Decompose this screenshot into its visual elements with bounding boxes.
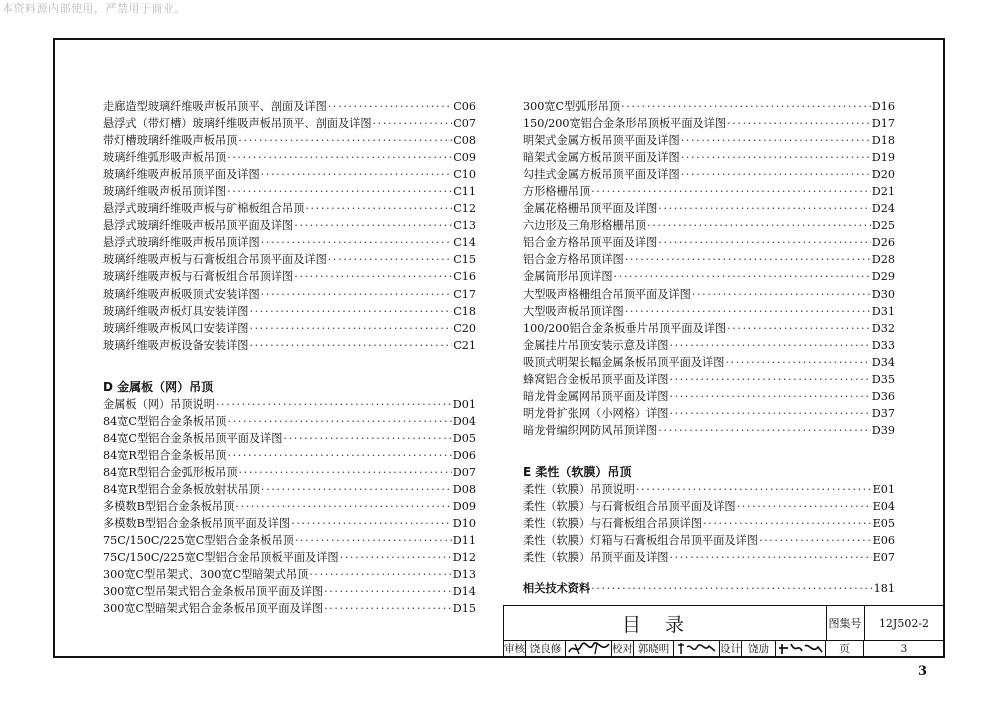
leader-dots [614,268,871,285]
entry-code: D05 [452,431,476,445]
toc-entry[interactable] [523,337,895,354]
entry-code: D12 [452,551,476,565]
toc-entry[interactable] [523,268,895,285]
toc-entry[interactable] [523,200,895,217]
toc-entry[interactable] [103,251,476,268]
toc-entry[interactable] [523,354,895,371]
leader-dots [295,532,452,549]
entry-code: D37 [871,406,895,420]
design-label: 设计 [720,640,742,657]
entry-title: 柔性（软膜）吊顶说明 [523,483,635,497]
leader-dots [681,149,871,166]
toc-entry[interactable] [103,600,476,617]
entry-code: E06 [872,534,895,548]
entry-title: 柔性（软膜）灯箱与石膏板组合吊顶平面及详图 [523,534,758,548]
toc-entry[interactable] [103,515,476,532]
entry-code: D25 [871,219,895,233]
entry-title: 带灯槽玻璃纤维吸声板吊顶 [103,134,238,148]
entry-title: 玻璃纤维吸声板吊顶平面及详图 [103,168,260,182]
toc-entry[interactable] [103,481,476,498]
entry-code: D33 [871,338,895,352]
watermark: 本资料源内部使用，严禁用于商业。 [2,2,186,15]
entry-title: 大型吸声格栅组合吊顶平面及详图 [523,287,691,301]
entry-code: D11 [452,534,476,548]
leader-dots [324,583,452,600]
entry-title: 75C/150C/225宽C型铝合金条板吊顶 [103,534,294,548]
leader-dots [591,580,873,597]
toc-entry[interactable] [523,251,895,268]
entry-title: 多模数B型铝合金条板吊顶 [103,500,235,514]
toc-entry[interactable] [103,396,476,413]
toc-entry[interactable] [103,430,476,447]
toc-entry[interactable] [103,549,476,566]
entry-code: 181 [873,582,895,596]
entry-code: C17 [453,287,476,301]
toc-entry[interactable] [523,303,895,320]
related-entry[interactable] [523,580,895,597]
entry-title: 悬浮式玻璃纤维吸声板吊顶平面及详图 [103,219,294,233]
leader-dots [669,337,870,354]
entry-title: 六边形及三角形格栅吊顶 [523,219,647,233]
entry-code: D34 [871,355,895,369]
toc-entry[interactable] [523,132,895,149]
leader-dots [261,234,453,251]
leader-dots [305,200,452,217]
entry-code: D04 [452,414,476,428]
entry-code: D26 [871,236,895,250]
entry-code: C20 [453,321,476,335]
leader-dots [373,115,453,132]
entry-title: 84宽C型铝合金条板吊顶 [103,414,227,428]
leader-dots [681,132,871,149]
entry-title: 方形格栅吊顶 [523,185,591,199]
toc-entry[interactable] [103,286,476,303]
entry-title: 柔性（软膜）吊顶平面及详图 [523,551,669,565]
leader-dots [703,515,872,532]
entry-code: C11 [453,185,476,199]
entry-code: C12 [453,202,476,216]
leader-dots [669,371,870,388]
leader-dots [669,405,870,422]
entry-title: 蜂窝铝合金板吊顶平面及详图 [523,372,669,386]
entry-title: 悬浮式玻璃纤维吸声板与矿棉板组合吊顶 [103,202,305,216]
leader-dots [591,183,871,200]
entry-title: 150/200宽铝合金条形吊顶板平面及详图 [523,117,727,131]
entry-title: 金属筒形吊顶详图 [523,270,613,284]
entry-title: 悬浮式玻璃纤维吸声板吊顶详图 [103,236,260,250]
toc-entry[interactable] [103,98,476,115]
entry-title: 暗龙骨金属网吊顶平面及详图 [523,389,669,403]
leader-dots [294,217,452,234]
leader-dots [727,115,871,132]
entry-title: 暗龙骨编织网防风吊顶详图 [523,423,658,437]
leader-dots [725,354,870,371]
entry-title: 玻璃纤维吸声板吸顶式安装详图 [103,287,260,301]
toc-entry[interactable] [103,498,476,515]
entry-title: 金属板（网）吊顶说明 [103,397,215,411]
toc-entry[interactable] [103,413,476,430]
title-block-title: 目录 [504,606,827,640]
toc-entry[interactable] [523,481,895,498]
toc-entry[interactable] [523,498,895,515]
entry-code: D18 [871,134,895,148]
leader-dots [692,286,871,303]
entry-title: 玻璃纤维吸声板与石膏板组合吊顶平面及详图 [103,253,327,267]
entry-title: 300宽C型吊架式、300宽C型暗架式吊顶 [103,568,309,582]
page-number: 3 [918,664,928,679]
entry-title: 75C/150C/225宽C型铝合金吊顶板平面及详图 [103,551,339,565]
entry-code: D28 [871,253,895,267]
entry-code: D08 [452,483,476,497]
entry-title: 铝合金方格吊顶详图 [523,253,624,267]
leader-dots [249,320,452,337]
leader-dots [658,422,871,439]
leader-dots [309,566,452,583]
entry-title: 金属花格栅吊顶平面及详图 [523,202,658,216]
toc-entry[interactable] [103,166,476,183]
toc-entry[interactable] [103,217,476,234]
entry-code: D07 [452,465,476,479]
entry-code: E07 [872,551,895,565]
leader-dots [227,149,452,166]
entry-code: C16 [453,270,476,284]
toc-entry[interactable] [103,583,476,600]
entry-title: 84宽R型铝合金弧形板吊顶 [103,465,238,479]
leader-dots [261,286,453,303]
check-name: 郭晓明 [634,640,674,657]
entry-code: D15 [452,602,476,616]
entry-code: D36 [871,389,895,403]
entry-code: D17 [871,117,895,131]
leader-dots [328,98,452,115]
entry-title: 铝合金方格吊顶平面及详图 [523,236,658,250]
toc-entry[interactable] [523,371,895,388]
entry-code: D13 [452,568,476,582]
page-label: 页 [826,640,864,657]
design-name: 饶劢 [742,640,776,657]
leader-dots [283,430,451,447]
toc-entry[interactable] [103,566,476,583]
entry-title: 300宽C型吊架式铝合金条板吊顶平面及详图 [103,585,324,599]
entry-title: 100/200铝合金条板垂片吊顶平面及详图 [523,321,727,335]
entry-title: 柔性（软膜）与石膏板组合吊顶详图 [523,517,703,531]
leader-dots [636,481,872,498]
section-d-heading: D 金属板（网）吊顶 [103,379,214,394]
entry-code: C13 [453,219,476,233]
entry-code: D19 [871,151,895,165]
toc-entry[interactable] [523,532,895,549]
toc-entry[interactable] [103,447,476,464]
entry-title: 吸顶式明架长幅金属条板吊顶平面及详图 [523,355,725,369]
atlas-label: 图集号 [826,606,865,640]
entry-code: E01 [872,483,895,497]
entry-title: 玻璃纤维吸声板吊顶详图 [103,185,227,199]
entry-title: 明架式金属方板吊顶平面及详图 [523,134,680,148]
toc-entry[interactable] [103,532,476,549]
check-signature [674,640,720,657]
leader-dots [261,481,452,498]
toc-entry[interactable] [523,217,895,234]
entry-title: 相关技术资料 [523,582,591,596]
entry-title: 暗架式金属方板吊顶平面及详图 [523,151,680,165]
toc-entry[interactable] [523,286,895,303]
leader-dots [727,320,871,337]
entry-title: 大型吸声板吊顶详图 [523,304,624,318]
left-column [103,98,476,617]
entry-code: D32 [871,321,895,335]
entry-code: D39 [871,423,895,437]
leader-dots [658,200,871,217]
toc-entry[interactable] [103,303,476,320]
toc-entry[interactable] [103,234,476,251]
toc-entry[interactable] [103,149,476,166]
leader-dots [658,234,871,251]
toc-entry[interactable] [103,115,476,132]
entry-code: C21 [453,338,476,352]
review-name: 饶良修 [526,640,566,657]
design-signature [776,640,826,657]
page-value: 3 [900,642,908,655]
leader-dots [669,388,870,405]
entry-title: 300宽C型暗架式铝合金条板吊顶平面及详图 [103,602,324,616]
entry-code: C07 [453,117,476,131]
toc-entry[interactable] [523,98,895,115]
entry-title: 多模数B型铝合金条板吊顶平面及详图 [103,517,291,531]
atlas-number: 12J502-2 [878,616,930,630]
leader-dots [340,549,452,566]
entry-code: D21 [871,185,895,199]
entry-code: E04 [872,500,895,514]
leader-dots [249,337,452,354]
entry-code: D14 [452,585,476,599]
toc-entry[interactable] [523,183,895,200]
entry-code: C06 [453,100,476,113]
entry-title: 300宽C型弧形吊顶 [523,100,621,113]
entry-code: C08 [453,134,476,148]
leader-dots [227,413,451,430]
section-e-heading: E 柔性（软膜）吊顶 [523,464,632,479]
leader-dots [647,217,871,234]
entry-title: 悬浮式（带灯槽）玻璃纤维吸声板吊顶平、剖面及详图 [103,117,372,131]
toc-entry[interactable] [103,337,476,354]
toc-entry[interactable] [103,183,476,200]
toc-entry[interactable] [103,320,476,337]
entry-code: C15 [453,253,476,267]
drawing-frame [53,38,945,658]
entry-code: D29 [871,270,895,284]
toc-entry[interactable] [103,464,476,481]
entry-code: E05 [872,517,895,531]
entry-code: D09 [452,500,476,514]
entry-title: 走廊造型玻璃纤维吸声板吊顶平、剖面及详图 [103,100,327,113]
toc-entry[interactable] [523,115,895,132]
entry-code: C10 [453,168,476,182]
leader-dots [261,166,453,183]
leader-dots [681,166,871,183]
leader-dots [625,303,871,320]
review-signature [566,640,612,657]
toc-entry[interactable] [523,388,895,405]
entry-code: D20 [871,168,895,182]
leader-dots [625,251,871,268]
leader-dots [621,98,871,115]
title-block [503,605,945,658]
entry-title: 玻璃纤维吸声板风口安装详图 [103,321,249,335]
leader-dots [227,447,451,464]
review-label: 审核 [504,640,526,657]
entry-title: 明龙骨扩张网（小网格）详图 [523,406,669,420]
check-label: 校对 [612,640,634,657]
leader-dots [216,396,452,413]
leader-dots [324,600,452,617]
toc-entry[interactable] [523,422,895,439]
entry-code: D35 [871,372,895,386]
entry-title: 84宽R型铝合金条板放射状吊顶 [103,483,260,497]
entry-code: C09 [453,151,476,165]
toc-entry[interactable] [523,549,895,566]
leader-dots [328,251,452,268]
toc-entry[interactable] [523,234,895,251]
entry-code: C18 [453,304,476,318]
entry-title: 玻璃纤维弧形吸声板吊顶 [103,151,227,165]
entry-code: D01 [452,397,476,411]
leader-dots [249,303,452,320]
leader-dots [294,268,452,285]
toc-entry[interactable] [103,268,476,285]
toc-entry[interactable] [103,132,476,149]
entry-code: D24 [871,202,895,216]
entry-code: D06 [452,448,476,462]
leader-dots [669,549,871,566]
entry-title: 84宽C型铝合金条板吊顶平面及详图 [103,431,283,445]
entry-title: 玻璃纤维吸声板设备安装详图 [103,338,249,352]
toc-entry[interactable] [103,200,476,217]
entry-title: 玻璃纤维吸声板与石膏板组合吊顶详图 [103,270,294,284]
toc-entry[interactable] [523,166,895,183]
leader-dots [737,498,872,515]
leader-dots [227,183,452,200]
entry-code: D10 [452,517,476,531]
leader-dots [239,464,452,481]
toc-entry[interactable] [523,149,895,166]
entry-title: 金属挂片吊顶安装示意及详图 [523,338,669,352]
leader-dots [238,132,452,149]
leader-dots [235,498,451,515]
entry-title: 玻璃纤维吸声板灯具安装详图 [103,304,249,318]
entry-title: 柔性（软膜）与石膏板组合吊顶平面及详图 [523,500,736,514]
entry-code: C14 [453,236,476,250]
leader-dots [759,532,872,549]
entry-code: D31 [871,304,895,318]
toc-entry[interactable] [523,320,895,337]
entry-code: D16 [871,100,895,113]
right-column [523,98,895,597]
entry-code: D30 [871,287,895,301]
toc-entry[interactable] [523,405,895,422]
leader-dots [291,515,452,532]
entry-title: 84宽R型铝合金条板吊顶 [103,448,227,462]
toc-entry[interactable] [523,515,895,532]
entry-title: 勾挂式金属方板吊顶平面及详图 [523,168,680,182]
